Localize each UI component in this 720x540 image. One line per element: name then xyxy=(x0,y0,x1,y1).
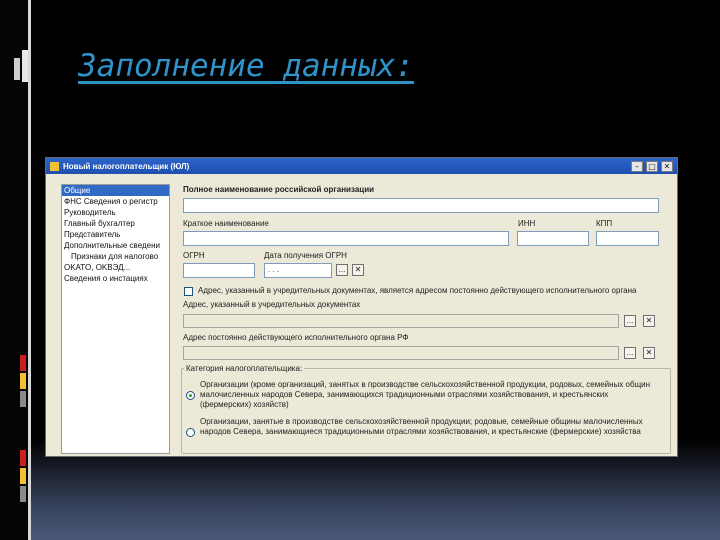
exec-address-field[interactable] xyxy=(183,346,619,360)
exec-address-pick-button[interactable]: ... xyxy=(624,347,636,359)
deco-bar-4 xyxy=(20,450,26,466)
nav-item-inspections[interactable]: Сведения о инстациях xyxy=(64,274,148,283)
slide-title: Заполнение данных: xyxy=(78,48,414,84)
inn-label: ИНН xyxy=(518,219,536,228)
founding-address-clear-button[interactable]: ✕ xyxy=(643,315,655,327)
deco-bar-1 xyxy=(20,355,26,371)
ogrn-date-field[interactable]: . . . xyxy=(264,263,332,278)
deco-bar-top-2 xyxy=(14,58,20,80)
app-icon xyxy=(50,162,59,171)
ogrn-field[interactable] xyxy=(183,263,255,278)
left-strip xyxy=(28,0,31,540)
nav-item-tax-attributes[interactable]: Признаки для налогово xyxy=(71,252,159,261)
section-nav-list xyxy=(61,184,170,454)
dialog-title: Новый налогоплательщик (ЮЛ) xyxy=(63,161,190,171)
deco-bar-2 xyxy=(20,373,26,389)
date-clear-button[interactable]: ✕ xyxy=(352,264,364,276)
ogrn-label: ОГРН xyxy=(183,251,205,260)
nav-item-chief-accountant[interactable]: Главный бухгалтер xyxy=(64,219,135,228)
nav-item-general[interactable]: Общие xyxy=(62,185,169,196)
minimize-button[interactable]: – xyxy=(631,161,643,172)
category-option-2-text: Организации, занятые в производстве сельскохозяйственной продукции; родовые, семейные общины малочисленных народов Севера, занимающиеся традиционными отраслями хозяйствования, и крестьянские (фермерские) хозяйства xyxy=(200,417,643,436)
deco-bar-6 xyxy=(20,486,26,502)
date-picker-button[interactable]: ... xyxy=(336,264,348,276)
deco-bar-3 xyxy=(20,391,26,407)
inn-field[interactable] xyxy=(517,231,589,246)
same-address-checkbox[interactable] xyxy=(184,287,193,296)
deco-bar-top-1 xyxy=(22,50,28,82)
same-address-label: Адрес, указанный в учредительных документах, является адресом постоянно действующего исполнительного органа xyxy=(198,286,637,295)
category-radio-2[interactable] xyxy=(186,428,195,437)
nav-item-representative[interactable]: Представитель xyxy=(64,230,121,239)
founding-address-label: Адрес, указанный в учредительных документах xyxy=(183,300,361,309)
category-option-1-text: Организации (кроме организаций, занятых в производстве сельскохозяйственной продукции, родовых, семейных общин малочисленных народов Севера, занимающихся традиционными отраслями хозяйствования, и крестьянских (фермерских) хозяйств) xyxy=(200,380,651,409)
dialog-window xyxy=(45,157,678,457)
close-button[interactable]: ✕ xyxy=(661,161,673,172)
deco-bar-5 xyxy=(20,468,26,484)
nav-item-director[interactable]: Руководитель xyxy=(64,208,116,217)
category-radio-1[interactable] xyxy=(186,391,195,400)
maximize-button[interactable]: □ xyxy=(646,161,658,172)
short-name-label: Краткое наименование xyxy=(183,219,269,228)
general-form xyxy=(178,184,674,454)
founding-address-pick-button[interactable]: ... xyxy=(624,315,636,327)
nav-item-okato-okved[interactable]: OKATO, OKBЭД... xyxy=(64,263,131,272)
kpp-field[interactable] xyxy=(596,231,659,246)
exec-address-clear-button[interactable]: ✕ xyxy=(643,347,655,359)
full-name-label: Полное наименование российской организации xyxy=(183,185,375,194)
nav-item-additional-info[interactable]: Дополнительные сведени xyxy=(64,241,160,250)
kpp-label: КПП xyxy=(596,219,613,228)
exec-address-label: Адрес постоянно действующего исполнительного органа РФ xyxy=(183,333,409,342)
short-name-field[interactable] xyxy=(183,231,509,246)
nav-item-fns-registration[interactable]: ФНС Сведения о регистр xyxy=(64,197,158,206)
founding-address-field[interactable] xyxy=(183,314,619,328)
dialog-titlebar xyxy=(46,158,677,174)
ogrn-date-label: Дата получения ОГРН xyxy=(264,251,347,260)
full-name-field[interactable] xyxy=(183,198,659,213)
taxpayer-category-label: Категория налогоплательщика: xyxy=(186,364,303,373)
